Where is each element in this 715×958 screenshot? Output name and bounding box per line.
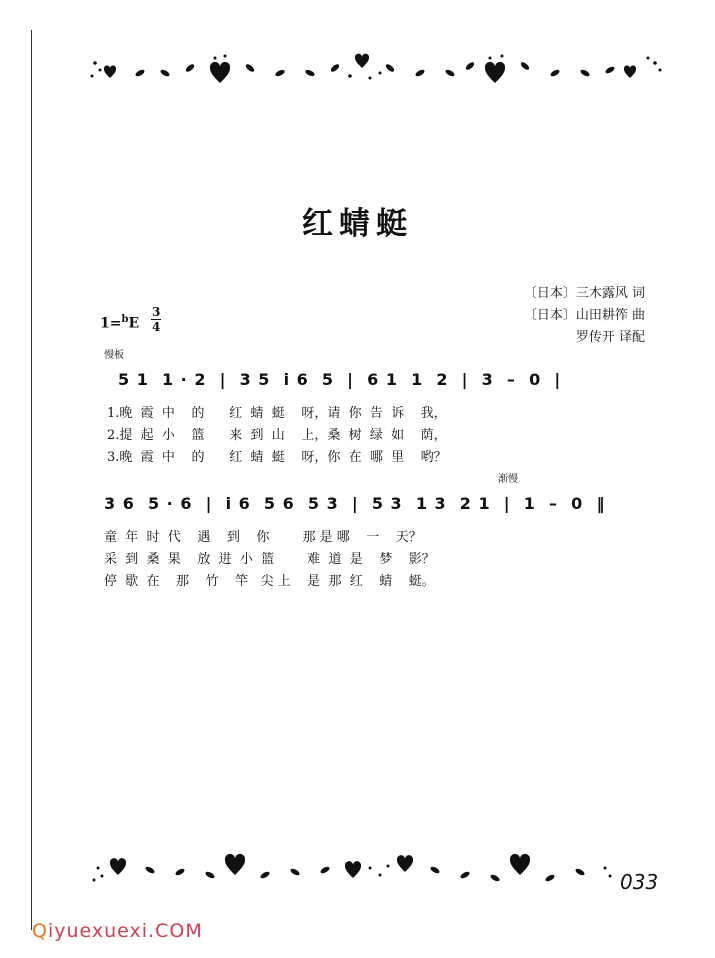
line1-lyric-verse3: 3.晚 霞 中 的 红 蜻 蜓 呀，你 在 哪 里 哟？ [107,450,447,465]
line1-lyric-verse2: 2.提 起 小 篮 来 到 山 上，桑 树 绿 如 荫， [107,428,447,443]
meter-bottom: 4 [152,320,161,334]
line2-notes: 3 6 5 · 6 | i 6 5 6 5 3 | 5 3 1 3 2 1 | 1 – 0 ‖ [104,494,606,513]
line2-lyric-verse1: 童 年 时 代 遇 到 你 那 是 哪 一 天？ [104,530,422,545]
watermark-q: Q [32,920,48,942]
bottom-ornament-border [70,850,670,900]
key-prefix: 1= [100,315,122,332]
top-ornament-border [70,48,670,98]
lyricist-credit: 〔日本〕三木露风 词 [523,286,645,301]
time-signature [151,305,161,334]
song-title: 红蜻蜓 [302,206,413,242]
heart-leaf-ornament-icon [70,850,630,900]
binding-line [31,30,32,930]
line1-notes: 5 1 1 · 2 | 3 5 i 6 5 | 6 1 1 2 | 3 – 0 | [118,370,562,389]
site-watermark [32,920,203,942]
line2-lyric-verse3: 停 歇 在 那 竹 竿 尖 上 是 那 红 蜻 蜓。 [104,574,435,589]
page-number: 033 [620,870,659,894]
key-signature [100,314,139,332]
watermark-text: iyuexuexi.COM [47,920,203,942]
meter-top: 3 [152,305,161,319]
line2-lyric-verse2: 采 到 桑 果 放 进 小 篮 难 道 是 梦 影？ [104,552,435,567]
key-flat: b [121,314,129,325]
tempo-marking: 慢板 [104,350,124,361]
line1-lyric-verse1: 1.晚 霞 中 的 红 蜻 蜓 呀，请 你 告 诉 我， [107,406,447,421]
credits [500,283,645,349]
tempo-change-marking: 渐慢 [498,474,518,485]
composer-credit: 〔日本〕山田耕筰 曲 [523,308,645,323]
translator-credit: 罗传开 译配 [575,330,645,345]
heart-leaf-ornament-icon [70,48,670,98]
key-note: E [128,315,140,332]
